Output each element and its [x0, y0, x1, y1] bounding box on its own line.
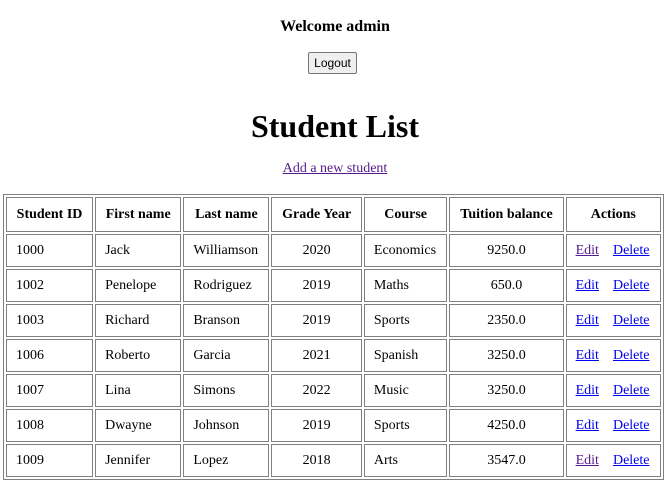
cell-last-name: Rodriguez	[183, 269, 269, 302]
cell-first-name: Lina	[95, 374, 181, 407]
column-header-actions: Actions	[566, 197, 661, 232]
cell-last-name: Johnson	[183, 409, 269, 442]
cell-student-id: 1007	[6, 374, 93, 407]
cell-tuition-balance: 2350.0	[449, 304, 563, 337]
table-row	[6, 374, 661, 407]
cell-grade-year: 2019	[271, 409, 361, 442]
cell-course: Maths	[364, 269, 448, 302]
delete-link[interactable]: Delete	[612, 312, 650, 328]
cell-course: Music	[364, 374, 448, 407]
edit-link[interactable]: Edit	[575, 347, 599, 363]
add-student-link[interactable]: Add a new student	[282, 161, 388, 176]
cell-actions	[566, 339, 661, 372]
column-header-last-name: Last name	[183, 197, 269, 232]
edit-link[interactable]: Edit	[575, 382, 599, 398]
edit-link[interactable]: Edit	[575, 452, 599, 468]
cell-tuition-balance: 9250.0	[449, 234, 563, 267]
cell-first-name: Richard	[95, 304, 181, 337]
page-title: Student List	[250, 108, 420, 144]
cell-course: Economics	[364, 234, 448, 267]
cell-actions	[566, 374, 661, 407]
column-header-first-name: First name	[95, 197, 181, 232]
cell-student-id: 1003	[6, 304, 93, 337]
cell-grade-year: 2019	[271, 269, 361, 302]
cell-tuition-balance: 650.0	[449, 269, 563, 302]
edit-link[interactable]: Edit	[575, 312, 599, 328]
delete-link[interactable]: Delete	[612, 347, 650, 363]
table-row	[6, 339, 661, 372]
edit-link[interactable]: Edit	[575, 242, 599, 258]
delete-link[interactable]: Delete	[612, 452, 650, 468]
cell-actions	[566, 304, 661, 337]
cell-student-id: 1000	[6, 234, 93, 267]
cell-course: Arts	[364, 444, 448, 477]
cell-student-id: 1006	[6, 339, 93, 372]
table-row	[6, 444, 661, 477]
cell-actions	[566, 234, 661, 267]
delete-link[interactable]: Delete	[612, 382, 650, 398]
cell-grade-year: 2021	[271, 339, 361, 372]
cell-grade-year: 2022	[271, 374, 361, 407]
cell-grade-year: 2020	[271, 234, 361, 267]
table-row	[6, 304, 661, 337]
cell-grade-year: 2019	[271, 304, 361, 337]
edit-link[interactable]: Edit	[575, 277, 599, 293]
cell-first-name: Roberto	[95, 339, 181, 372]
cell-student-id: 1002	[6, 269, 93, 302]
cell-last-name: Garcia	[183, 339, 269, 372]
cell-first-name: Penelope	[95, 269, 181, 302]
cell-last-name: Simons	[183, 374, 269, 407]
column-header-course: Course	[364, 197, 448, 232]
cell-grade-year: 2018	[271, 444, 361, 477]
table-header-row	[6, 197, 661, 232]
cell-actions	[566, 269, 661, 302]
delete-link[interactable]: Delete	[612, 242, 650, 258]
table-row	[6, 234, 661, 267]
cell-last-name: Lopez	[183, 444, 269, 477]
cell-first-name: Jennifer	[95, 444, 181, 477]
cell-last-name: Williamson	[183, 234, 269, 267]
cell-course: Sports	[364, 409, 448, 442]
edit-link[interactable]: Edit	[575, 417, 599, 433]
welcome-message: Welcome admin	[280, 18, 390, 35]
table-row	[6, 409, 661, 442]
cell-student-id: 1008	[6, 409, 93, 442]
column-header-grade-year: Grade Year	[271, 197, 361, 232]
add-student-link-wrapper	[0, 160, 670, 178]
cell-tuition-balance: 3250.0	[449, 374, 563, 407]
column-header-tuition-balance: Tuition balance	[449, 197, 563, 232]
cell-actions	[566, 409, 661, 442]
cell-course: Sports	[364, 304, 448, 337]
delete-link[interactable]: Delete	[612, 277, 650, 293]
cell-tuition-balance: 3250.0	[449, 339, 563, 372]
cell-tuition-balance: 3547.0	[449, 444, 563, 477]
logout-button[interactable]: Logout	[308, 52, 357, 74]
cell-last-name: Branson	[183, 304, 269, 337]
cell-first-name: Jack	[95, 234, 181, 267]
delete-link[interactable]: Delete	[612, 417, 650, 433]
cell-course: Spanish	[364, 339, 448, 372]
cell-first-name: Dwayne	[95, 409, 181, 442]
table-row	[6, 269, 661, 302]
column-header-student-id: Student ID	[6, 197, 93, 232]
cell-tuition-balance: 4250.0	[449, 409, 563, 442]
cell-actions	[566, 444, 661, 477]
student-table	[3, 194, 664, 480]
cell-student-id: 1009	[6, 444, 93, 477]
